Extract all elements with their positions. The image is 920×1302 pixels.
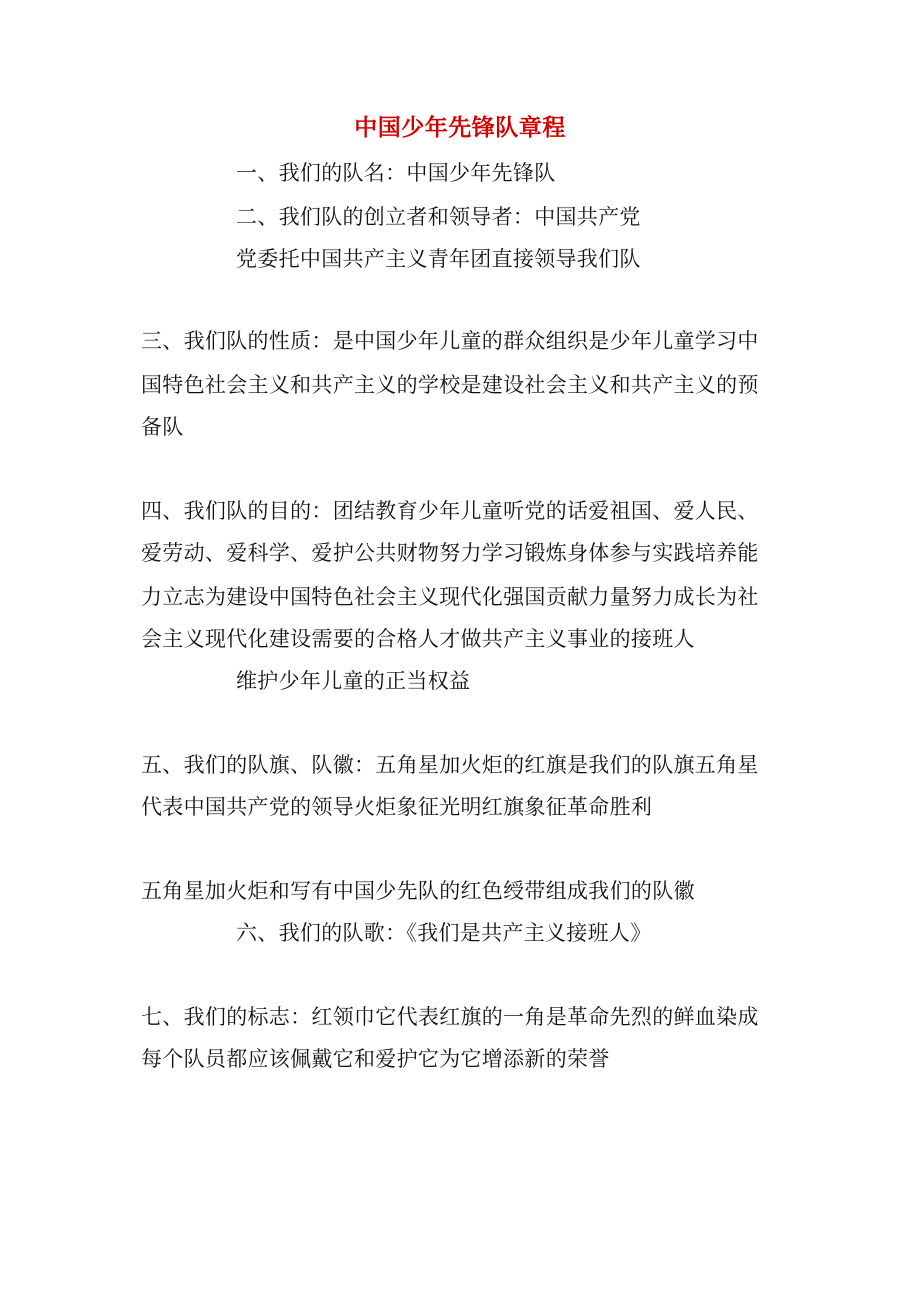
section-6-song: 六、我们的队歌：《我们是共产主义接班人》	[236, 921, 652, 945]
document-title: 中国少年先锋队章程	[354, 114, 566, 141]
section-2-founder: 二、我们队的创立者和领导者：中国共产党	[236, 205, 641, 229]
section-1-name: 一、我们的队名：中国少年先锋队	[236, 161, 556, 185]
section-4-line-2: 爱劳动、爱科学、爱护公共财物努力学习锻炼身体参与实践培养能	[141, 541, 759, 565]
section-3-line-3: 备队	[141, 415, 184, 439]
section-3-line-1: 三、我们队的性质：是中国少年儿童的群众组织是少年儿童学习中	[141, 329, 759, 353]
section-7-line-2: 每个队员都应该佩戴它和爱护它为它增添新的荣誉	[141, 1047, 610, 1071]
section-4-line-3: 力立志为建设中国特色社会主义现代化强国贡献力量努力成长为社	[141, 585, 759, 609]
section-3-line-2: 国特色社会主义和共产主义的学校是建设社会主义和共产主义的预	[141, 373, 759, 397]
section-5-line-2: 代表中国共产党的领导火炬象征光明红旗象征革命胜利	[141, 795, 653, 819]
section-4-line-1: 四、我们队的目的：团结教育少年儿童听党的话爱祖国、爱人民、	[141, 499, 759, 523]
section-7-line-1: 七、我们的标志：红领巾它代表红旗的一角是革命先烈的鲜血染成	[141, 1005, 759, 1029]
section-4-line-4: 会主义现代化建设需要的合格人才做共产主义事业的接班人	[141, 627, 695, 651]
section-4-rights: 维护少年儿童的正当权益	[236, 669, 471, 693]
section-2-leadership: 党委托中国共产主义青年团直接领导我们队	[236, 247, 641, 271]
section-5-emblem: 五角星加火炬和写有中国少先队的红色绶带组成我们的队徽	[141, 879, 695, 903]
section-5-line-1: 五、我们的队旗、队徽：五角星加火炬的红旗是我们的队旗五角星	[141, 753, 759, 777]
